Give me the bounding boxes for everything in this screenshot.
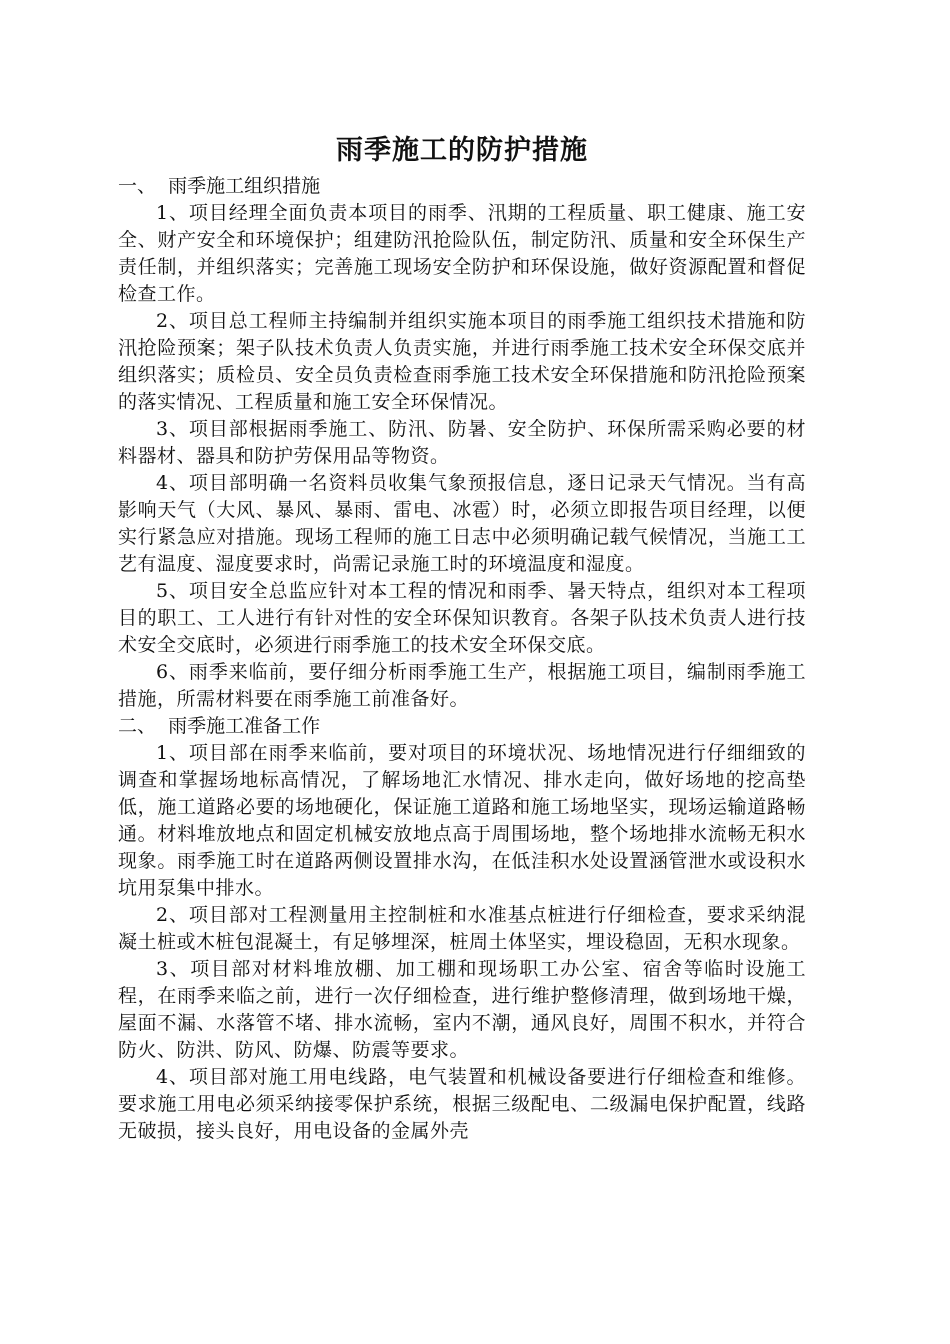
section-organization (118, 173, 806, 713)
paragraph: 1、项目部在雨季来临前，要对项目的环境状况、场地情况进行仔细细致的调查和掌握场地标高情况，了解场地汇水情况、排水走向，做好场地的挖高垫低，施工道路必要的场地硬化，保证施工道路和施工场地坚实，现场运输道路畅通。材料堆放地点和固定机械安放地点高于周围场地，整个场地排水流畅无积水现象。雨季施工时在道路两侧设置排水沟，在低洼积水处设置涵管泄水或设积水坑用泵集中排水。 (118, 742, 806, 899)
paragraph: 4、项目部明确一名资料员收集气象预报信息，逐日记录天气情况。当有高影响天气（大风、暴风、暴雨、雷电、冰雹）时，必须立即报告项目经理，以便实行紧急应对措施。现场工程师的施工日志中必须明确记载气候情况，当施工工艺有温度、湿度要求时，尚需记录施工时的环境温度和湿度。 (118, 472, 806, 575)
section-heading: 二、 雨季施工准备工作 (118, 715, 321, 737)
paragraph: 2、项目总工程师主持编制并组织实施本项目的雨季施工组织技术措施和防汛抢险预案；架子队技术负责人负责实施，并进行雨季施工技术安全环保交底并组织落实；质检员、安全员负责检查雨季施工技术安全环保措施和防汛抢险预案的落实情况、工程质量和施工安全环保情况。 (118, 310, 806, 413)
paragraph: 2、项目部对工程测量用主控制桩和水准基点桩进行仔细检查，要求采纳混凝土桩或木桩包混凝土，有足够埋深，桩周土体坚实，埋设稳固，无积水现象。 (118, 904, 806, 953)
paragraph: 3、项目部根据雨季施工、防汛、防暑、安全防护、环保所需采购必要的材料器材、器具和防护劳保用品等物资。 (118, 418, 806, 467)
section-preparation (118, 713, 806, 1145)
page-title: 雨季施工的防护措施 (336, 135, 588, 166)
paragraph: 5、项目安全总监应针对本工程的情况和雨季、暑天特点，组织对本工程项目的职工、工人进行有针对性的安全环保知识教育。各架子队技术负责人进行技术安全交底时，必须进行雨季施工的技术安全环保交底。 (118, 580, 806, 656)
paragraph: 4、项目部对施工用电线路，电气装置和机械设备要进行仔细检查和维修。要求施工用电必须采纳接零保护系统，根据三级配电、二级漏电保护配置，线路无破损，接头良好，用电设备的金属外壳 (118, 1066, 806, 1142)
section-heading: 一、 雨季施工组织措施 (118, 175, 321, 197)
paragraph: 6、雨季来临前，要仔细分析雨季施工生产，根据施工项目，编制雨季施工措施，所需材料要在雨季施工前准备好。 (118, 661, 806, 710)
paragraph: 1、项目经理全面负责本项目的雨季、汛期的工程质量、职工健康、施工安全、财产安全和环境保护；组建防汛抢险队伍，制定防汛、质量和安全环保生产责任制，并组织落实；完善施工现场安全防护和环保设施，做好资源配置和督促检查工作。 (118, 202, 806, 305)
paragraph: 3、项目部对材料堆放棚、加工棚和现场职工办公室、宿舍等临时设施工程，在雨季来临之前，进行一次仔细检查，进行维护整修清理，做到场地干燥，屋面不漏、水落管不堵、排水流畅，室内不潮，通风良好，周围不积水，并符合防火、防洪、防风、防爆、防震等要求。 (118, 958, 806, 1061)
document-page (118, 128, 806, 1145)
